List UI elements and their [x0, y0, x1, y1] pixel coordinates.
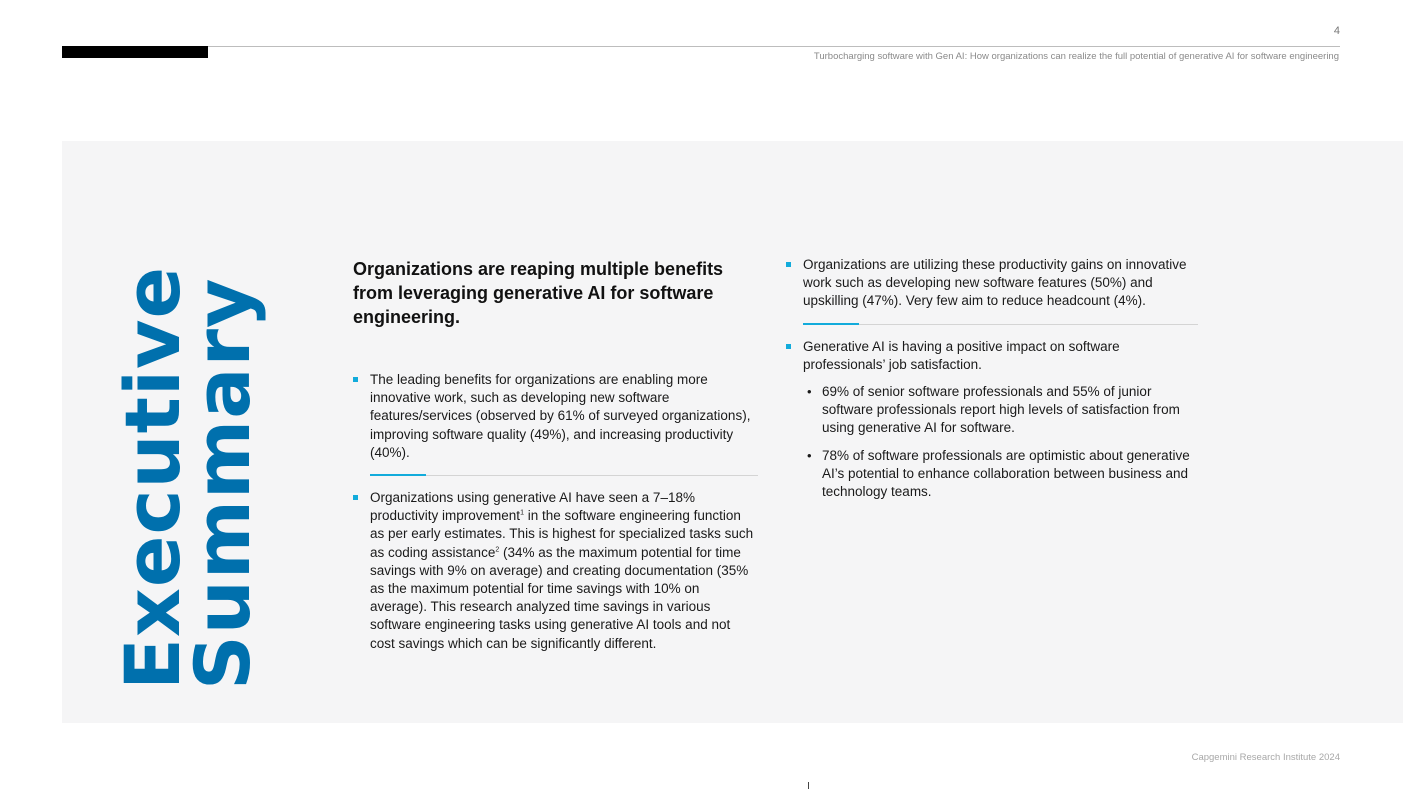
title-line-summary: Summary: [178, 277, 267, 690]
benefit-bullet-1: [353, 371, 758, 462]
benefit-bullet-4: [786, 338, 1198, 502]
bullet-text-part1: Organizations using generative AI have seen a 7–18% productivity improvement: [370, 490, 695, 524]
sub-bullet-1: [805, 383, 1198, 438]
footer-credit: Capgemini Research Institute 2024: [1191, 752, 1340, 763]
bullet-text-part2: in the software engineering function as per early estimates. This is highest for specialized tasks such as coding assistance: [370, 508, 754, 560]
benefit-bullet-2: [353, 489, 758, 653]
sub-list: [803, 383, 1198, 501]
page-number: 4: [1333, 25, 1340, 37]
executive-summary-title: [108, 265, 267, 690]
footnote-ref-1: 1: [520, 509, 524, 517]
left-column: [353, 257, 758, 653]
section-heading: Organizations are reaping multiple benefits from leveraging generative AI for software engineering.: [353, 259, 724, 327]
sub-bullet-text: 69% of senior software professionals and 55% of junior software professionals report high levels of satisfaction from using generative AI for software.: [822, 384, 1180, 436]
header-bar: [62, 46, 208, 58]
sub-bullet-text: 78% of software professionals are optimistic about generative AI’s potential to enhance collaboration between business and technology teams.: [822, 447, 1190, 500]
right-column: [786, 256, 1198, 510]
running-title: Turbocharging software with Gen AI: How organizations can realize the full potential of generative AI for software engineering: [813, 51, 1339, 62]
divider: [370, 475, 758, 476]
title-line-executive: Executive: [108, 265, 197, 690]
bullet-text: The leading benefits for organizations are enabling more innovative work, such as developing new software features/services (observed by 61% of surveyed organizations), improving software quality (49%), and increasing productivity (40%).: [370, 372, 751, 460]
bullet-text: Generative AI is having a positive impact on software professionals’ job satisfaction.: [803, 338, 1120, 372]
bullet-text: Organizations are utilizing these productivity gains on innovative work such as developing new software features (50%) and upskilling (47%). Very few aim to reduce headcount (4%).: [803, 257, 1187, 309]
bullet-text-part3: (34% as the maximum potential for time savings with 9% on average) and creating documentation (35% as the maximum potential for time savings with 10% on average). This research analyzed time savings in various software engineering tasks using generative AI tools and not cost savings which can be significantly different.: [370, 544, 749, 651]
benefit-bullet-3: [786, 256, 1198, 311]
divider: [803, 324, 1198, 325]
header-rule: [62, 46, 1340, 47]
cursor-mark: [808, 782, 809, 789]
footnote-ref-2: 2: [495, 546, 500, 554]
sub-bullet-2: [805, 447, 1198, 502]
